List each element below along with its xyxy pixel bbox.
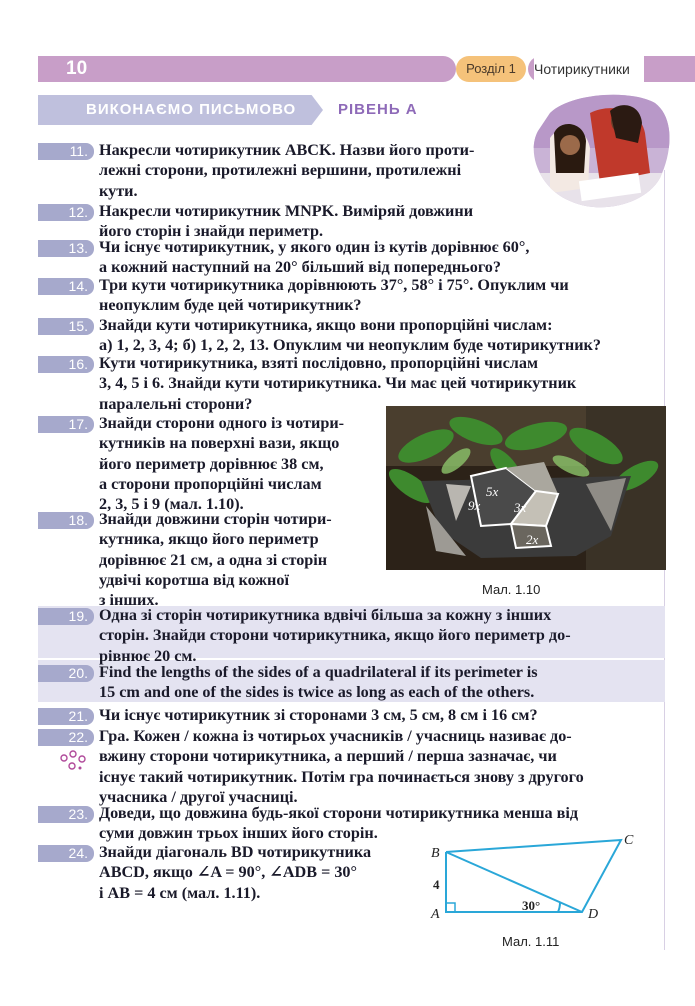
section-title: ВИКОНАЄМО ПИСЬМОВО <box>86 101 297 118</box>
task-number: 23. <box>38 806 94 823</box>
figure-label-9x: 9x <box>468 498 481 513</box>
task-number: 19. <box>38 608 94 625</box>
task-number: 15. <box>38 318 94 335</box>
vase-photo <box>386 406 666 570</box>
task-12-text: Накресли чотирикутник MNPK. Виміряй довжини його сторін і знайди периметр. <box>99 202 474 241</box>
task-number: 12. <box>38 204 94 221</box>
task-13-text: Чи існує чотирикутник, у якого один із кутів дорівнює 60°, а кожний наступний на 20° більший від попереднього? <box>99 238 530 277</box>
task-number: 11. <box>38 143 94 160</box>
task-19-text: Одна зі сторін чотирикутника вдвічі більша за кожну з інших сторін. Знайди сторони чотирикутника, якщо його периметр до- рівнює 20 см. <box>99 606 571 665</box>
task-number: 24. <box>38 845 94 862</box>
figure-label-3x: 3x <box>514 500 527 515</box>
section-level: РІВЕНЬ А <box>338 101 418 118</box>
task-number: 13. <box>38 240 94 257</box>
angle-label-d: 30° <box>522 898 541 913</box>
task-number: 17. <box>38 416 94 433</box>
figure-label-5x: 5x <box>486 484 499 499</box>
task-15-text: Знайди кути чотирикутника, якщо вони пропорційні числам: а) 1, 2, 3, 4; б) 1, 2, 2, 13. Опуклим чи неопуклим буде чотирикутник? <box>99 316 601 355</box>
task-number: 16. <box>38 356 94 373</box>
quadrilateral-diagram <box>426 832 646 922</box>
task-24-text: Знайди діагональ BD чотирикутника ABCD, якщо ∠A = 90°, ∠ADB = 30° і AB = 4 см (мал. 1.11). <box>99 843 372 902</box>
task-number: 21. <box>38 708 94 725</box>
game-icon <box>58 750 88 772</box>
page-number: 10 <box>66 58 88 79</box>
task-number: 20. <box>38 665 94 682</box>
side-label-ab: 4 <box>433 877 440 892</box>
task-number: 18. <box>38 512 94 529</box>
task-11-text: Накресли чотирикутник ABCK. Назви його проти- лежні сторони, протилежні вершини, протилежні кути. <box>99 141 475 200</box>
task-21-text: Чи існує чотирикутник зі сторонами 3 см, 5 см, 8 см і 16 см? <box>99 706 538 724</box>
vertex-label-a: A <box>431 907 440 922</box>
figure-1-11-caption: Мал. 1.11 <box>502 934 560 949</box>
task-16-text: Кути чотирикутника, взяті послідовно, пропорційні числам 3, 4, 5 і 6. Знайди кути чотирикутника. Чи має цей чотирикутник паралельні сторони? <box>99 354 577 413</box>
students-photo <box>530 93 672 211</box>
task-23-text: Доведи, що довжина будь-якої сторони чотирикутника менша від суми довжин трьох інших його сторін. <box>99 804 579 843</box>
task-number: 22. <box>38 729 94 746</box>
task-number: 14. <box>38 278 94 295</box>
section-label: Розділ 1 <box>456 56 526 82</box>
task-22-text: Гра. Кожен / кожна із чотирьох учасників / учасниць називає до- вжину сторони чотирикутника, а перший / перша зазначає, чи існує такий чотирикутник. Потім гра починається знову з другого учасника / другої учасниці. <box>99 727 584 806</box>
vertex-label-b: B <box>431 846 440 861</box>
task-20-text: Find the lengths of the sides of a quadrilateral if its perimeter is 15 cm and one of the sides is twice as long as each of the others. <box>99 663 538 702</box>
figure-1-10-caption: Мал. 1.10 <box>482 582 541 597</box>
task-17-text: Знайди сторони одного із чотири- кутників на поверхні вази, якщо його периметр дорівнює 38 см, а сторони пропорційні числам 2, 3, 5 і 9 (мал. 1.10). <box>99 414 345 514</box>
task-18-text: Знайди довжини сторін чотири- кутника, якщо його периметр дорівнює 21 см, а одна зі сторін удвічі коротша від кожної з інших. <box>99 510 332 610</box>
header-band-left <box>38 56 456 82</box>
figure-label-2x: 2x <box>526 532 539 547</box>
task-14-text: Три кути чотирикутника дорівнюють 37°, 58° і 75°. Опуклим чи неопуклим буде цей чотирикутник? <box>99 276 569 315</box>
vertex-label-d: D <box>588 907 599 922</box>
chapter-title: Чотирикутники <box>534 56 644 82</box>
vertex-label-c: C <box>624 833 634 848</box>
